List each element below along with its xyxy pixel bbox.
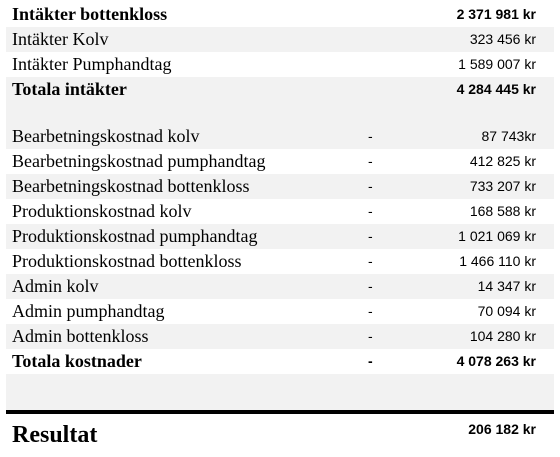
row-value: 4 078 263 kr (456, 353, 536, 369)
cost-row (6, 249, 554, 274)
row-value: 323 456 kr (469, 31, 536, 47)
row-label: Produktionskostnad bottenkloss (12, 251, 242, 271)
cost-row (6, 274, 554, 299)
income-statement (6, 2, 554, 454)
minus-sign: - (368, 353, 373, 369)
row-label: Intäkter bottenkloss (12, 4, 168, 24)
row-label: Admin bottenkloss (12, 326, 149, 346)
minus-sign: - (368, 128, 373, 144)
cost-row (6, 224, 554, 249)
cost-row (6, 324, 554, 349)
row-value: 104 280 kr (469, 328, 536, 344)
row-value: 1 589 007 kr (458, 56, 536, 72)
row-label: Intäkter Kolv (12, 29, 109, 49)
row-label: Totala intäkter (12, 79, 127, 99)
row-value: 1 021 069 kr (458, 228, 536, 244)
row-value: 168 588 kr (469, 203, 536, 219)
minus-sign: - (368, 203, 373, 219)
income-row (6, 27, 554, 52)
row-label: Produktionskostnad pumphandtag (12, 226, 258, 246)
income-row (6, 2, 554, 27)
minus-sign: - (368, 153, 373, 169)
row-value: 14 347 kr (477, 278, 536, 294)
result-label: Resultat (12, 422, 98, 448)
section-spacer (6, 102, 554, 124)
cost-row (6, 174, 554, 199)
row-value: 70 094 kr (477, 303, 536, 319)
section-spacer (6, 374, 554, 410)
result-row (6, 414, 554, 454)
row-label: Admin pumphandtag (12, 301, 165, 321)
row-label: Bearbetningskostnad pumphandtag (12, 151, 266, 171)
row-label: Admin kolv (12, 276, 99, 296)
result-value: 206 182 kr (468, 421, 536, 437)
row-label: Produktionskostnad kolv (12, 201, 192, 221)
row-label: Bearbetningskostnad kolv (12, 126, 200, 146)
cost-row (6, 124, 554, 149)
minus-sign: - (368, 178, 373, 194)
minus-sign: - (368, 278, 373, 294)
row-value: 87 743kr (481, 128, 536, 144)
income-row (6, 52, 554, 77)
cost-row (6, 149, 554, 174)
row-label: Intäkter Pumphandtag (12, 54, 172, 74)
cost-row (6, 199, 554, 224)
row-value: 412 825 kr (469, 153, 536, 169)
row-value: 2 371 981 kr (456, 6, 536, 22)
cost-row (6, 299, 554, 324)
row-value: 733 207 kr (469, 178, 536, 194)
minus-sign: - (368, 228, 373, 244)
minus-sign: - (368, 328, 373, 344)
row-value: 1 466 110 kr (459, 253, 536, 269)
row-label: Totala kostnader (12, 351, 142, 371)
minus-sign: - (368, 303, 373, 319)
total-costs-row (6, 349, 554, 374)
row-label: Bearbetningskostnad bottenkloss (12, 176, 250, 196)
row-value: 4 284 445 kr (456, 81, 536, 97)
minus-sign: - (368, 253, 373, 269)
total-income-row (6, 77, 554, 102)
